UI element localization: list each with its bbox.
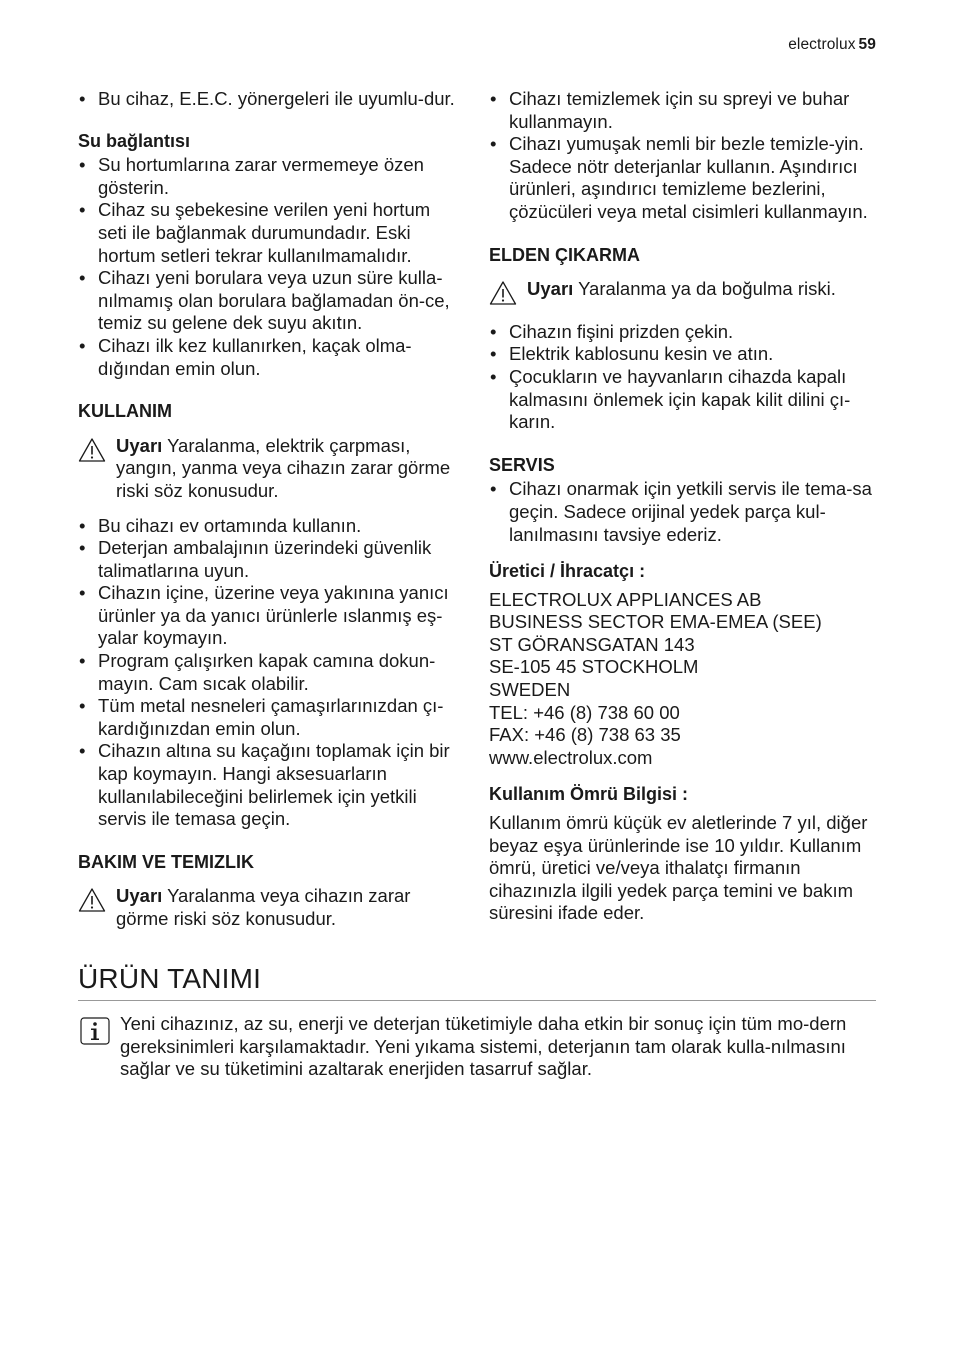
list-item: • Program çalışırken kapak camına dokun-mayın. Cam sıcak olabilir. [78,650,464,695]
fax-line: FAX: +46 (8) 738 63 35 [489,724,681,746]
info-icon [80,1017,110,1045]
address-line: ELECTROLUX APPLIANCES AB [489,588,762,610]
list-item: • Cihazı yeni borulara veya uzun süre kulla-nılmamış olan borulara bağlamadan ön-ce, temiz su gelene dek suyu akıtın. [78,267,464,335]
warning-label: Uyarı [527,278,574,300]
list-item: • Çocukların ve hayvanların cihazda kapalı kalmasını önlemek için kapak kilit dilini çı-karın. [489,366,879,434]
uretici-heading: Üretici / İhracatçı : [489,561,646,582]
list-item: • Cihazın içine, üzerine veya yakınına yanıcı ürünler ya da yanıcı ürünlerle ıslanmış eş-yalar koymayın. [78,582,464,650]
list-item: • Cihazın altına su kaçağını toplamak için bir kap koymayın. Hangi aksesuarların kullanılabileceğini belirlemek için yetkili servis ile temasa geçin. [78,740,464,830]
warning-label: Uyarı [116,885,163,907]
address-line: SWEDEN [489,679,571,701]
page-header [788,36,876,54]
warning-text: Yaralanma, elektrik çarpması, yangın, yanma veya cihazın zarar görme riski söz konusudur. [116,434,451,501]
elden-list [489,321,879,434]
list-item: • Elektrik kablosunu kesin ve atın. [489,343,879,366]
warning-text: Yaralanma ya da boğulma riski. [573,278,836,300]
page-number: 59 [858,36,876,53]
list-item: • Bu cihazı ev ortamında kullanın. [78,515,464,538]
kullanim-omru-text: Kullanım ömrü küçük ev aletlerinde 7 yıl, diğer beyaz eşya ürünlerinde ise 10 yıldır. Kullanım ömrü, üretici ve/veya ithalatçı firmanın cihazınızla ilgili yedek parça temini ve bakım süresini ifade eder. [489,812,868,924]
brand-name: electrolux [788,36,856,53]
section-divider [78,1000,876,1001]
bakim-heading: BAKIM VE TEMIZLIK [78,851,254,872]
su-baglantisi-heading: Su bağlantısı [78,130,191,151]
address-line: SE-105 45 STOCKHOLM [489,656,699,678]
su-baglantisi-list [78,154,464,380]
kullanim-heading: KULLANIM [78,401,172,422]
left-column [78,88,464,943]
list-item: • Su hortumlarına zarar vermemeye özen gösterin. [78,154,464,199]
elden-cikarma-heading: ELDEN ÇIKARMA [489,244,640,265]
website-line: www.electrolux.com [489,746,653,768]
warning-triangle-icon [489,280,517,306]
list-item: • Cihazı onarmak için yetkili servis ile tema-sa geçin. Sadece orijinal yedek parça kul-lanılmasını tavsiye ederiz. [489,478,879,546]
warning-text: Yaralanma veya cihazın zarar görme riski söz konusudur. [116,885,411,929]
bakim-list [489,88,879,224]
section-title: ÜRÜN TANIMI [78,963,262,994]
address-line: BUSINESS SECTOR EMA-EMEA (SEE) [489,611,822,633]
kullanim-list [78,515,464,831]
list-item: • Cihazı ilk kez kullanırken, kaçak olma-dığından emin olun. [78,335,464,380]
elden-warning [489,278,879,301]
list-item: • Cihazı temizlemek için su spreyi ve buhar kullanmayın. [489,88,879,133]
list-item: • Bu cihaz, E.E.C. yönergeleri ile uyumlu-dur. [78,88,464,111]
list-item: • Tüm metal nesneleri çamaşırlarınızdan çı-kardığınızdan emin olun. [78,695,464,740]
uretici-address [489,589,879,770]
list-item: • Cihazı yumuşak nemli bir bezle temizle-yin. Sadece nötr deterjanlar kullanın. Aşındırıcı ürünleri, aşındırıcı temizleme bezlerini, çözücüleri veya metal cisimleri kullanmayın. [489,133,879,223]
kullanim-warning [78,435,464,503]
intro-bullet-list [78,88,464,111]
address-line: ST GÖRANSGATAN 143 [489,633,695,655]
list-item: • Cihaz su şebekesine verilen yeni hortum seti ile bağlanmak durumundadır. Eski hortum setleri tekrar kullanılmamalıdır. [78,199,464,267]
right-column [489,88,879,925]
servis-heading: SERVIS [489,454,555,475]
bakim-warning [78,885,464,930]
warning-triangle-icon [78,887,106,913]
kullanim-omru-heading: Kullanım Ömrü Bilgisi : [489,784,689,805]
list-item: • Deterjan ambalajının üzerindeki güvenlik talimatlarına uyun. [78,537,464,582]
info-text: Yeni cihazınız, az su, enerji ve deterjan tüketimiyle daha etkin bir sonuç için tüm mo-dern gereksinimleri karşılamaktadır. Yeni yıkama sistemi, deterjanın tam olarak kulla-nılmasını sağlar ve su tüketimini azaltarak enerjiden tasarruf sağlar. [120,1013,847,1080]
list-item: • Cihazın fişini prizden çekin. [489,321,879,344]
warning-label: Uyarı [116,434,163,456]
servis-list [489,478,879,546]
info-note [78,1013,876,1081]
warning-triangle-icon [78,437,106,463]
phone-line: TEL: +46 (8) 738 60 00 [489,701,680,723]
